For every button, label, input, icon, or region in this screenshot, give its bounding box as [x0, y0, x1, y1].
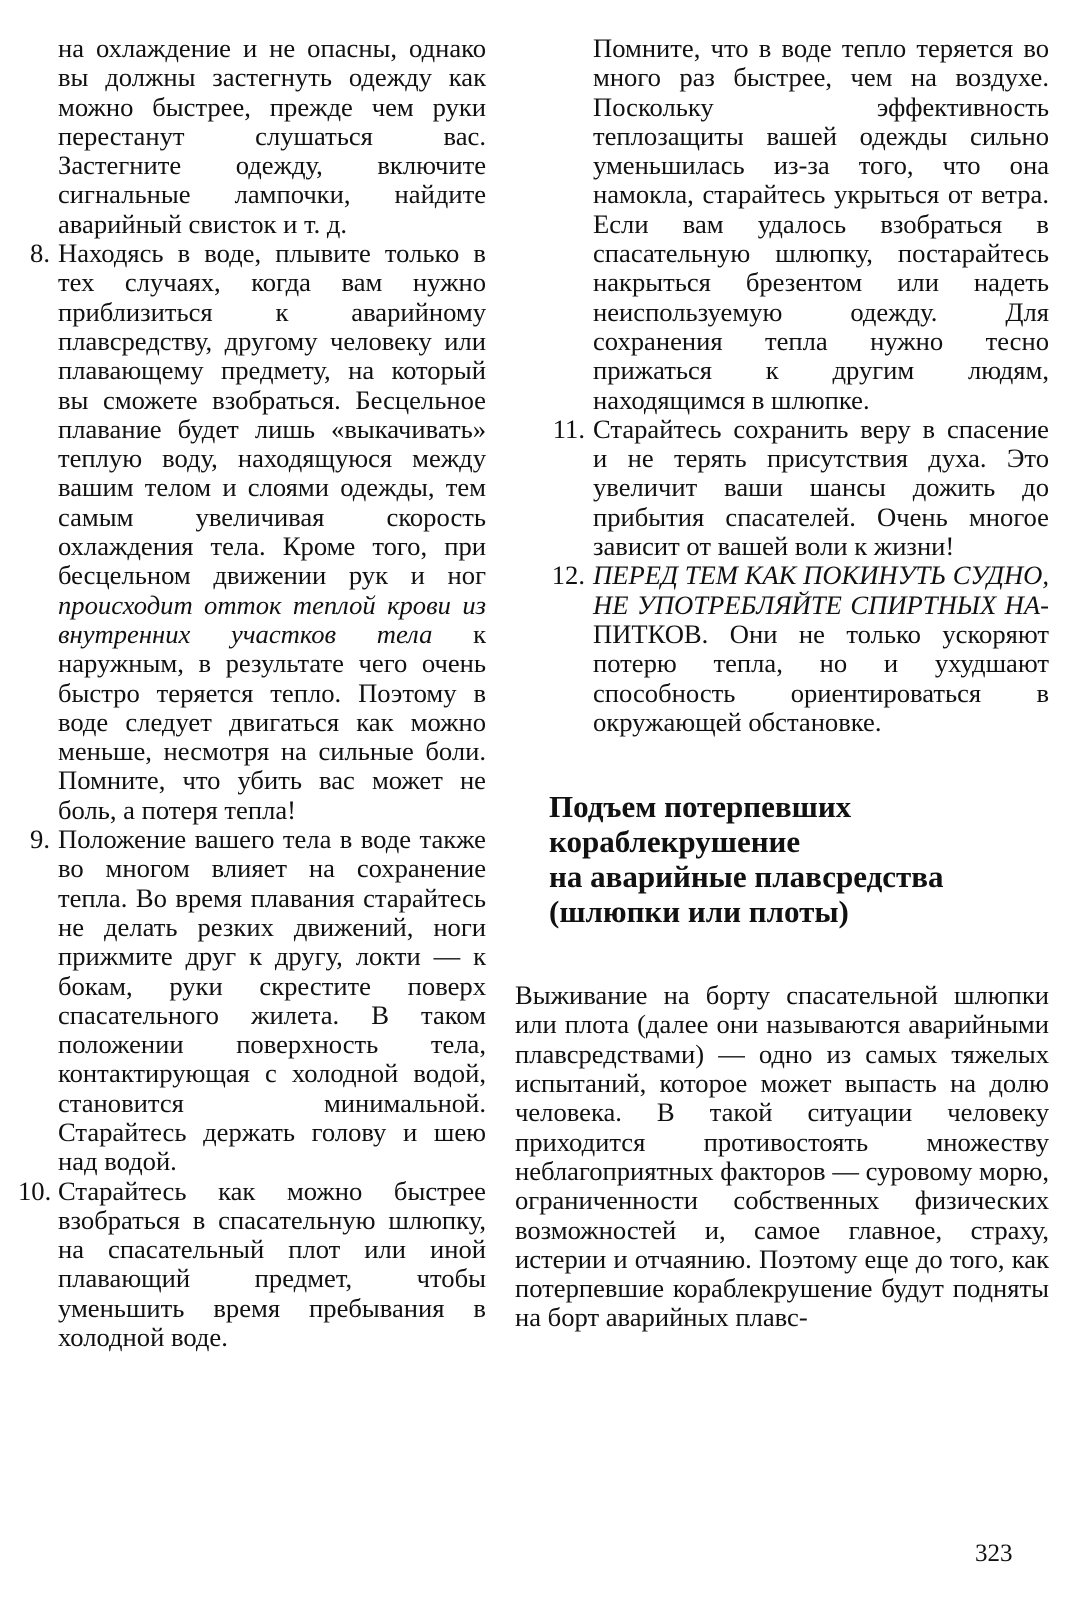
list-item-8: [18, 239, 486, 825]
list-item-text: [593, 561, 1049, 737]
list-number: 12.: [551, 560, 585, 591]
list-item-text: Старайтесь сохранить веру в спасение и не терять присутствия духа. Это увеличит ваши шансы дожить до прибытия спасателей. Очень многое зависит от вашей воли к жизни!: [593, 413, 1049, 562]
list-number: 8.: [30, 238, 50, 269]
heading-line: (шлюпки или плоты): [549, 894, 849, 930]
list-number: 10.: [18, 1175, 52, 1206]
page-number: 323: [975, 1540, 1013, 1567]
left-continuation-paragraph: на охлаждение и не опасны, однако вы должны застегнуть одежду как можно быстрее, прежде чем руки перестанут слушаться вас. Застегните одежду, включите сигнальные лампочки, найдите аварийный свисток и т. д.: [58, 33, 486, 239]
left-numbered-list: [18, 239, 486, 1352]
section-intro-paragraph: Выживание на борту спасательной шлюпки или плота (далее они называются аварийными плавсредствами) — одно из самых тяжелых испытаний, которое может выпасть на долю человека. В такой ситуации человеку приходится противостоять множеству неблагоприятных факторов — суровому морю, ограниченности собственных физических возможностей и, самое главное, страху, истерии и отчаянию. Поэтому еще до того, как потерпевшие кораблекрушение будут подняты на борт аварийных плавс-: [515, 980, 1049, 1333]
text-run: ПИТКОВ. Они не только ускоряют потерю тепла, но и ухудшают способность ориентироваться в окружающей обстановке.: [593, 618, 1049, 737]
list-item-text: Старайтесь как можно быстрее взобраться в спасательную шлюпку, на спасательный плот или иной плавающий предмет, чтобы уменьшить время пребывания в холодной воде.: [58, 1175, 486, 1353]
list-item-12: [515, 561, 1049, 737]
list-number: 9.: [30, 824, 50, 855]
section-heading: [549, 789, 1049, 929]
list-item-9: [18, 825, 486, 1177]
heading-line: кораблекрушение: [549, 824, 801, 860]
list-item-11: [515, 415, 1049, 561]
heading-line: на аварийные плавсредства: [549, 859, 944, 895]
right-column: [515, 34, 1049, 1333]
italic-text-run: ПЕРЕД ТЕМ КАК ПОКИНУТЬ СУДНО, НЕ УПОТРЕБЛЯЙТЕ СПИРТНЫХ НА-: [593, 560, 1049, 620]
text-run: Находясь в воде, плывите только в тех случаях, когда вам нужно приблизиться к аварийному плавсредству, другому человеку или плавающему предмету, на который вы сможете взобраться. Бесцельное плавание будет лишь «выкачивать» теплую воду, находящуюся между вашим телом и слоями одежды, тем самым увеличивая скорость охлаждения тела. Кроме того, при бесцельном движении рук и ног: [58, 238, 486, 591]
right-numbered-list: [515, 415, 1049, 737]
text-run: к наружным, в результате чего очень быстро теряется тепло. Поэтому в воде следует двигаться как можно меньше, несмотря на сильные боли. Помните, что убить вас может не боль, а потеря тепла!: [58, 618, 486, 825]
list-item-text: [58, 239, 486, 825]
list-number: 11.: [552, 413, 585, 444]
italic-text-run: происходит отток теплой крови из внутренних участков тела: [58, 589, 486, 649]
list-item-10: [18, 1177, 486, 1353]
list-item-text: Положение вашего тела в воде также во многом влияет на сохранение тепла. Во время плавания старайтесь не делать резких движений, ноги прижмите друг к другу, локти — к бокам, руки скрестите поверх спасательного жилета. В таком положении поверхность тела, контактирующая с холодной водой, становится минимальной. Старайтесь держать голову и шею над водой.: [58, 824, 486, 1177]
heading-line: Подъем потерпевших: [549, 789, 852, 825]
right-continuation-paragraph: Помните, что в воде тепло теряется во много раз быстрее, чем на воздухе. Поскольку эффективность теплозащиты вашей одежды сильно уменьшилась из-за того, что она намокла, старайтесь укрыться от ветра. Если вам удалось взобраться в спасательную шлюпку, постарайтесь накрыться брезентом или надеть неиспользуемую одежду. Для сохранения тепла нужно тесно прижаться к другим людям, находящимся в шлюпке.: [593, 33, 1049, 415]
left-column: [18, 34, 486, 1352]
